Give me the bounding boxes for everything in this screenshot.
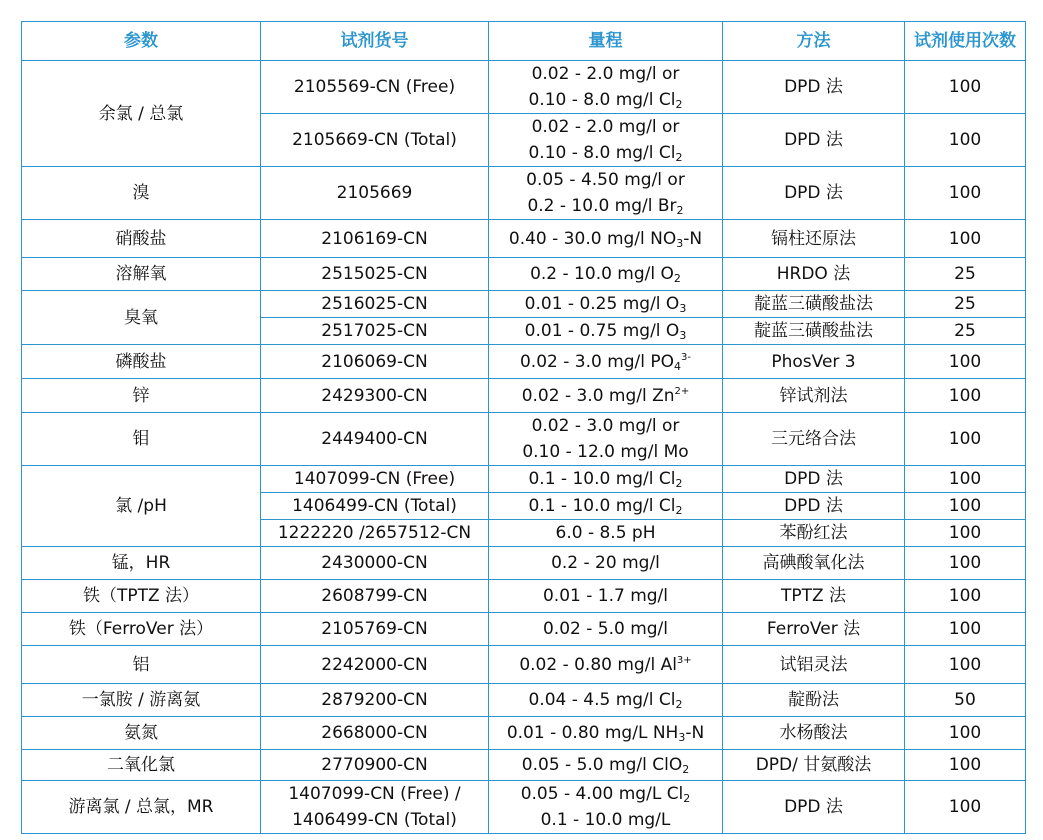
parameter-cell: 溴 bbox=[22, 167, 261, 220]
reagent-cell: 2516025-CN bbox=[261, 291, 489, 318]
reagent-cell: 2879200-CN bbox=[261, 684, 489, 717]
method-cell: 靛蓝三磺酸盐法 bbox=[723, 318, 905, 345]
reagent-line: 1407099-CN (Free) / bbox=[288, 784, 461, 804]
range-subscript: 3 bbox=[679, 329, 687, 342]
range-subscript: 2 bbox=[675, 98, 683, 111]
table-row bbox=[22, 580, 1026, 613]
method-cell: PhosVer 3 bbox=[723, 345, 905, 379]
range-line bbox=[493, 781, 718, 807]
table-row bbox=[22, 717, 1026, 750]
uses-cell: 25 bbox=[905, 291, 1026, 318]
uses-cell: 100 bbox=[905, 646, 1026, 684]
table-row bbox=[22, 466, 1026, 493]
range-cell bbox=[489, 291, 723, 318]
table-row bbox=[22, 750, 1026, 781]
range-subscript: 3 bbox=[679, 302, 687, 315]
header-method: 方法 bbox=[723, 22, 905, 61]
parameter-cell: 一氯胺 / 游离氨 bbox=[22, 684, 261, 717]
range-subscript: 2 bbox=[682, 763, 690, 776]
parameter-cell: 游离氯 / 总氯，MR bbox=[22, 781, 261, 834]
method-cell: 靛蓝三磺酸盐法 bbox=[723, 291, 905, 318]
range-tail: -N bbox=[683, 228, 703, 249]
method-cell: DPD 法 bbox=[723, 493, 905, 520]
reagent-cell bbox=[261, 781, 489, 834]
table-row bbox=[22, 781, 1026, 834]
range-text: 0.1 - 10.0 mg/l Cl bbox=[528, 469, 676, 489]
range-text: 0.02 - 3.0 mg/l PO bbox=[519, 351, 675, 372]
reagent-cell: 2106169-CN bbox=[261, 220, 489, 258]
method-cell: HRDO 法 bbox=[723, 258, 905, 291]
parameter-cell: 氯 /pH bbox=[22, 466, 261, 547]
method-cell: 三元络合法 bbox=[723, 413, 905, 466]
parameter-cell: 氨氮 bbox=[22, 717, 261, 750]
reagent-cell: 2770900-CN bbox=[261, 750, 489, 781]
method-cell: 苯酚红法 bbox=[723, 520, 905, 547]
table-row bbox=[22, 167, 1026, 220]
reagent-cell: 2517025-CN bbox=[261, 318, 489, 345]
method-cell: 锌试剂法 bbox=[723, 379, 905, 413]
range-tail: -N bbox=[685, 723, 705, 743]
range-cell: 6.0 - 8.5 pH bbox=[489, 520, 723, 547]
parameter-cell: 铁（TPTZ 法） bbox=[22, 580, 261, 613]
range-cell bbox=[489, 717, 723, 750]
method-cell: 高碘酸氧化法 bbox=[723, 547, 905, 580]
uses-cell: 100 bbox=[905, 750, 1026, 781]
range-subscript: 2 bbox=[683, 792, 691, 805]
reagent-line: 1406499-CN (Total) bbox=[292, 810, 457, 830]
range-subscript: 3 bbox=[678, 731, 686, 744]
parameter-cell: 铁（FerroVer 法） bbox=[22, 613, 261, 646]
method-cell: FerroVer 法 bbox=[723, 613, 905, 646]
table-row bbox=[22, 547, 1026, 580]
method-cell: DPD 法 bbox=[723, 167, 905, 220]
parameter-cell: 钼 bbox=[22, 413, 261, 466]
range-subscript: 2 bbox=[675, 698, 683, 711]
reagent-cell: 2668000-CN bbox=[261, 717, 489, 750]
method-cell: DPD 法 bbox=[723, 114, 905, 167]
range-text: 0.40 - 30.0 mg/l NO bbox=[508, 228, 677, 249]
method-cell: 水杨酸法 bbox=[723, 717, 905, 750]
range-cell bbox=[489, 379, 723, 413]
range-subscript: 4 bbox=[674, 359, 682, 373]
uses-cell: 50 bbox=[905, 684, 1026, 717]
range-text: 0.10 - 8.0 mg/l Cl bbox=[528, 90, 676, 110]
header-range: 量程 bbox=[489, 22, 723, 61]
uses-cell: 100 bbox=[905, 547, 1026, 580]
range-line: 0.02 - 2.0 mg/l or bbox=[531, 117, 680, 137]
method-cell: DPD 法 bbox=[723, 781, 905, 834]
range-superscript: 3+ bbox=[676, 654, 692, 666]
range-text: 0.05 - 4.00 mg/L Cl bbox=[520, 784, 684, 804]
range-text: 0.05 - 5.0 mg/l ClO bbox=[521, 755, 683, 775]
range-subscript: 2 bbox=[676, 204, 684, 217]
range-line: 0.1 - 10.0 mg/L bbox=[540, 810, 671, 830]
range-cell: 0.2 - 20 mg/l bbox=[489, 547, 723, 580]
reagent-cell: 1222220 /2657512-CN bbox=[261, 520, 489, 547]
table-row bbox=[22, 220, 1026, 258]
range-subscript: 2 bbox=[675, 504, 683, 517]
range-cell bbox=[489, 167, 723, 220]
range-line: 0.02 - 2.0 mg/l or bbox=[531, 64, 680, 84]
method-cell: 试铝灵法 bbox=[723, 646, 905, 684]
range-line: 0.02 - 3.0 mg/l or bbox=[531, 416, 680, 436]
uses-cell: 25 bbox=[905, 258, 1026, 291]
reagent-cell: 2608799-CN bbox=[261, 580, 489, 613]
range-text: 0.2 - 10.0 mg/l O bbox=[530, 264, 674, 284]
range-subscript: 3 bbox=[676, 236, 684, 250]
parameter-cell: 二氧化氯 bbox=[22, 750, 261, 781]
uses-cell: 100 bbox=[905, 520, 1026, 547]
range-text: 0.04 - 4.5 mg/l Cl bbox=[528, 690, 676, 710]
reagent-cell: 2105569-CN (Free) bbox=[261, 61, 489, 114]
uses-cell: 100 bbox=[905, 613, 1026, 646]
range-cell bbox=[489, 413, 723, 466]
header-reagent-number: 试剂货号 bbox=[261, 22, 489, 61]
parameter-cell: 磷酸盐 bbox=[22, 345, 261, 379]
range-text: 0.01 - 0.75 mg/l O bbox=[524, 321, 680, 341]
table-row bbox=[22, 379, 1026, 413]
range-cell bbox=[489, 750, 723, 781]
range-text: 0.01 - 0.80 mg/L NH bbox=[506, 723, 679, 743]
reagent-cell: 2105769-CN bbox=[261, 613, 489, 646]
range-cell bbox=[489, 114, 723, 167]
range-text: 0.2 - 10.0 mg/l Br bbox=[527, 196, 677, 216]
range-cell bbox=[489, 781, 723, 834]
reagent-cell: 2429300-CN bbox=[261, 379, 489, 413]
range-subscript: 2 bbox=[675, 477, 683, 490]
method-cell: TPTZ 法 bbox=[723, 580, 905, 613]
parameter-cell: 锰，HR bbox=[22, 547, 261, 580]
parameter-cell: 锌 bbox=[22, 379, 261, 413]
method-cell: DPD/ 甘氨酸法 bbox=[723, 750, 905, 781]
range-cell bbox=[489, 493, 723, 520]
header-parameter: 参数 bbox=[22, 22, 261, 61]
reagent-cell: 2106069-CN bbox=[261, 345, 489, 379]
uses-cell: 100 bbox=[905, 781, 1026, 834]
reagent-cell: 2105669-CN (Total) bbox=[261, 114, 489, 167]
parameter-cell: 余氯 / 总氯 bbox=[22, 61, 261, 167]
method-cell: DPD 法 bbox=[723, 61, 905, 114]
range-text: 0.01 - 0.25 mg/l O bbox=[524, 294, 680, 314]
table-row bbox=[22, 684, 1026, 717]
range-superscript: 2+ bbox=[674, 385, 690, 397]
range-text: 0.02 - 0.80 mg/l Al bbox=[519, 654, 677, 675]
reagent-cell: 1406499-CN (Total) bbox=[261, 493, 489, 520]
table-row bbox=[22, 61, 1026, 114]
table-row bbox=[22, 291, 1026, 318]
method-cell: 镉柱还原法 bbox=[723, 220, 905, 258]
uses-cell: 100 bbox=[905, 114, 1026, 167]
method-cell: 靛酚法 bbox=[723, 684, 905, 717]
range-line: 0.10 - 12.0 mg/l Mo bbox=[522, 442, 689, 462]
range-cell bbox=[489, 466, 723, 493]
range-cell bbox=[489, 684, 723, 717]
uses-cell: 100 bbox=[905, 61, 1026, 114]
range-text: 0.02 - 3.0 mg/l Zn bbox=[521, 385, 675, 406]
reagent-table-container bbox=[21, 21, 1025, 834]
reagent-cell: 2242000-CN bbox=[261, 646, 489, 684]
parameter-cell: 溶解氧 bbox=[22, 258, 261, 291]
table-row bbox=[22, 345, 1026, 379]
range-cell: 0.02 - 5.0 mg/l bbox=[489, 613, 723, 646]
table-row bbox=[22, 413, 1026, 466]
reagent-cell: 2105669 bbox=[261, 167, 489, 220]
range-line bbox=[493, 87, 718, 113]
range-line: 0.05 - 4.50 mg/l or bbox=[526, 170, 685, 190]
header-row bbox=[22, 22, 1026, 61]
range-cell bbox=[489, 258, 723, 291]
uses-cell: 100 bbox=[905, 493, 1026, 520]
table-row bbox=[22, 258, 1026, 291]
reagent-cell: 1407099-CN (Free) bbox=[261, 466, 489, 493]
range-cell bbox=[489, 345, 723, 379]
uses-cell: 100 bbox=[905, 220, 1026, 258]
range-superscript: 3- bbox=[681, 351, 692, 363]
range-cell bbox=[489, 318, 723, 345]
range-line bbox=[493, 193, 718, 219]
range-text: 0.10 - 8.0 mg/l Cl bbox=[528, 143, 676, 163]
range-cell: 0.01 - 1.7 mg/l bbox=[489, 580, 723, 613]
range-cell bbox=[489, 61, 723, 114]
range-cell bbox=[489, 220, 723, 258]
parameter-cell: 硝酸盐 bbox=[22, 220, 261, 258]
uses-cell: 100 bbox=[905, 466, 1026, 493]
reagent-cell: 2449400-CN bbox=[261, 413, 489, 466]
range-subscript: 2 bbox=[673, 272, 681, 285]
reagent-cell: 2430000-CN bbox=[261, 547, 489, 580]
parameter-cell: 臭氧 bbox=[22, 291, 261, 345]
uses-cell: 100 bbox=[905, 167, 1026, 220]
range-text: 0.1 - 10.0 mg/l Cl bbox=[528, 496, 676, 516]
uses-cell: 100 bbox=[905, 345, 1026, 379]
uses-cell: 25 bbox=[905, 318, 1026, 345]
range-cell bbox=[489, 646, 723, 684]
method-cell: DPD 法 bbox=[723, 466, 905, 493]
uses-cell: 100 bbox=[905, 379, 1026, 413]
range-line bbox=[493, 140, 718, 166]
table-row bbox=[22, 646, 1026, 684]
uses-cell: 100 bbox=[905, 580, 1026, 613]
table-row bbox=[22, 613, 1026, 646]
uses-cell: 100 bbox=[905, 717, 1026, 750]
header-uses: 试剂使用次数 bbox=[905, 22, 1026, 61]
reagent-cell: 2515025-CN bbox=[261, 258, 489, 291]
range-subscript: 2 bbox=[675, 151, 683, 164]
uses-cell: 100 bbox=[905, 413, 1026, 466]
parameter-cell: 铝 bbox=[22, 646, 261, 684]
reagent-table bbox=[21, 21, 1026, 834]
